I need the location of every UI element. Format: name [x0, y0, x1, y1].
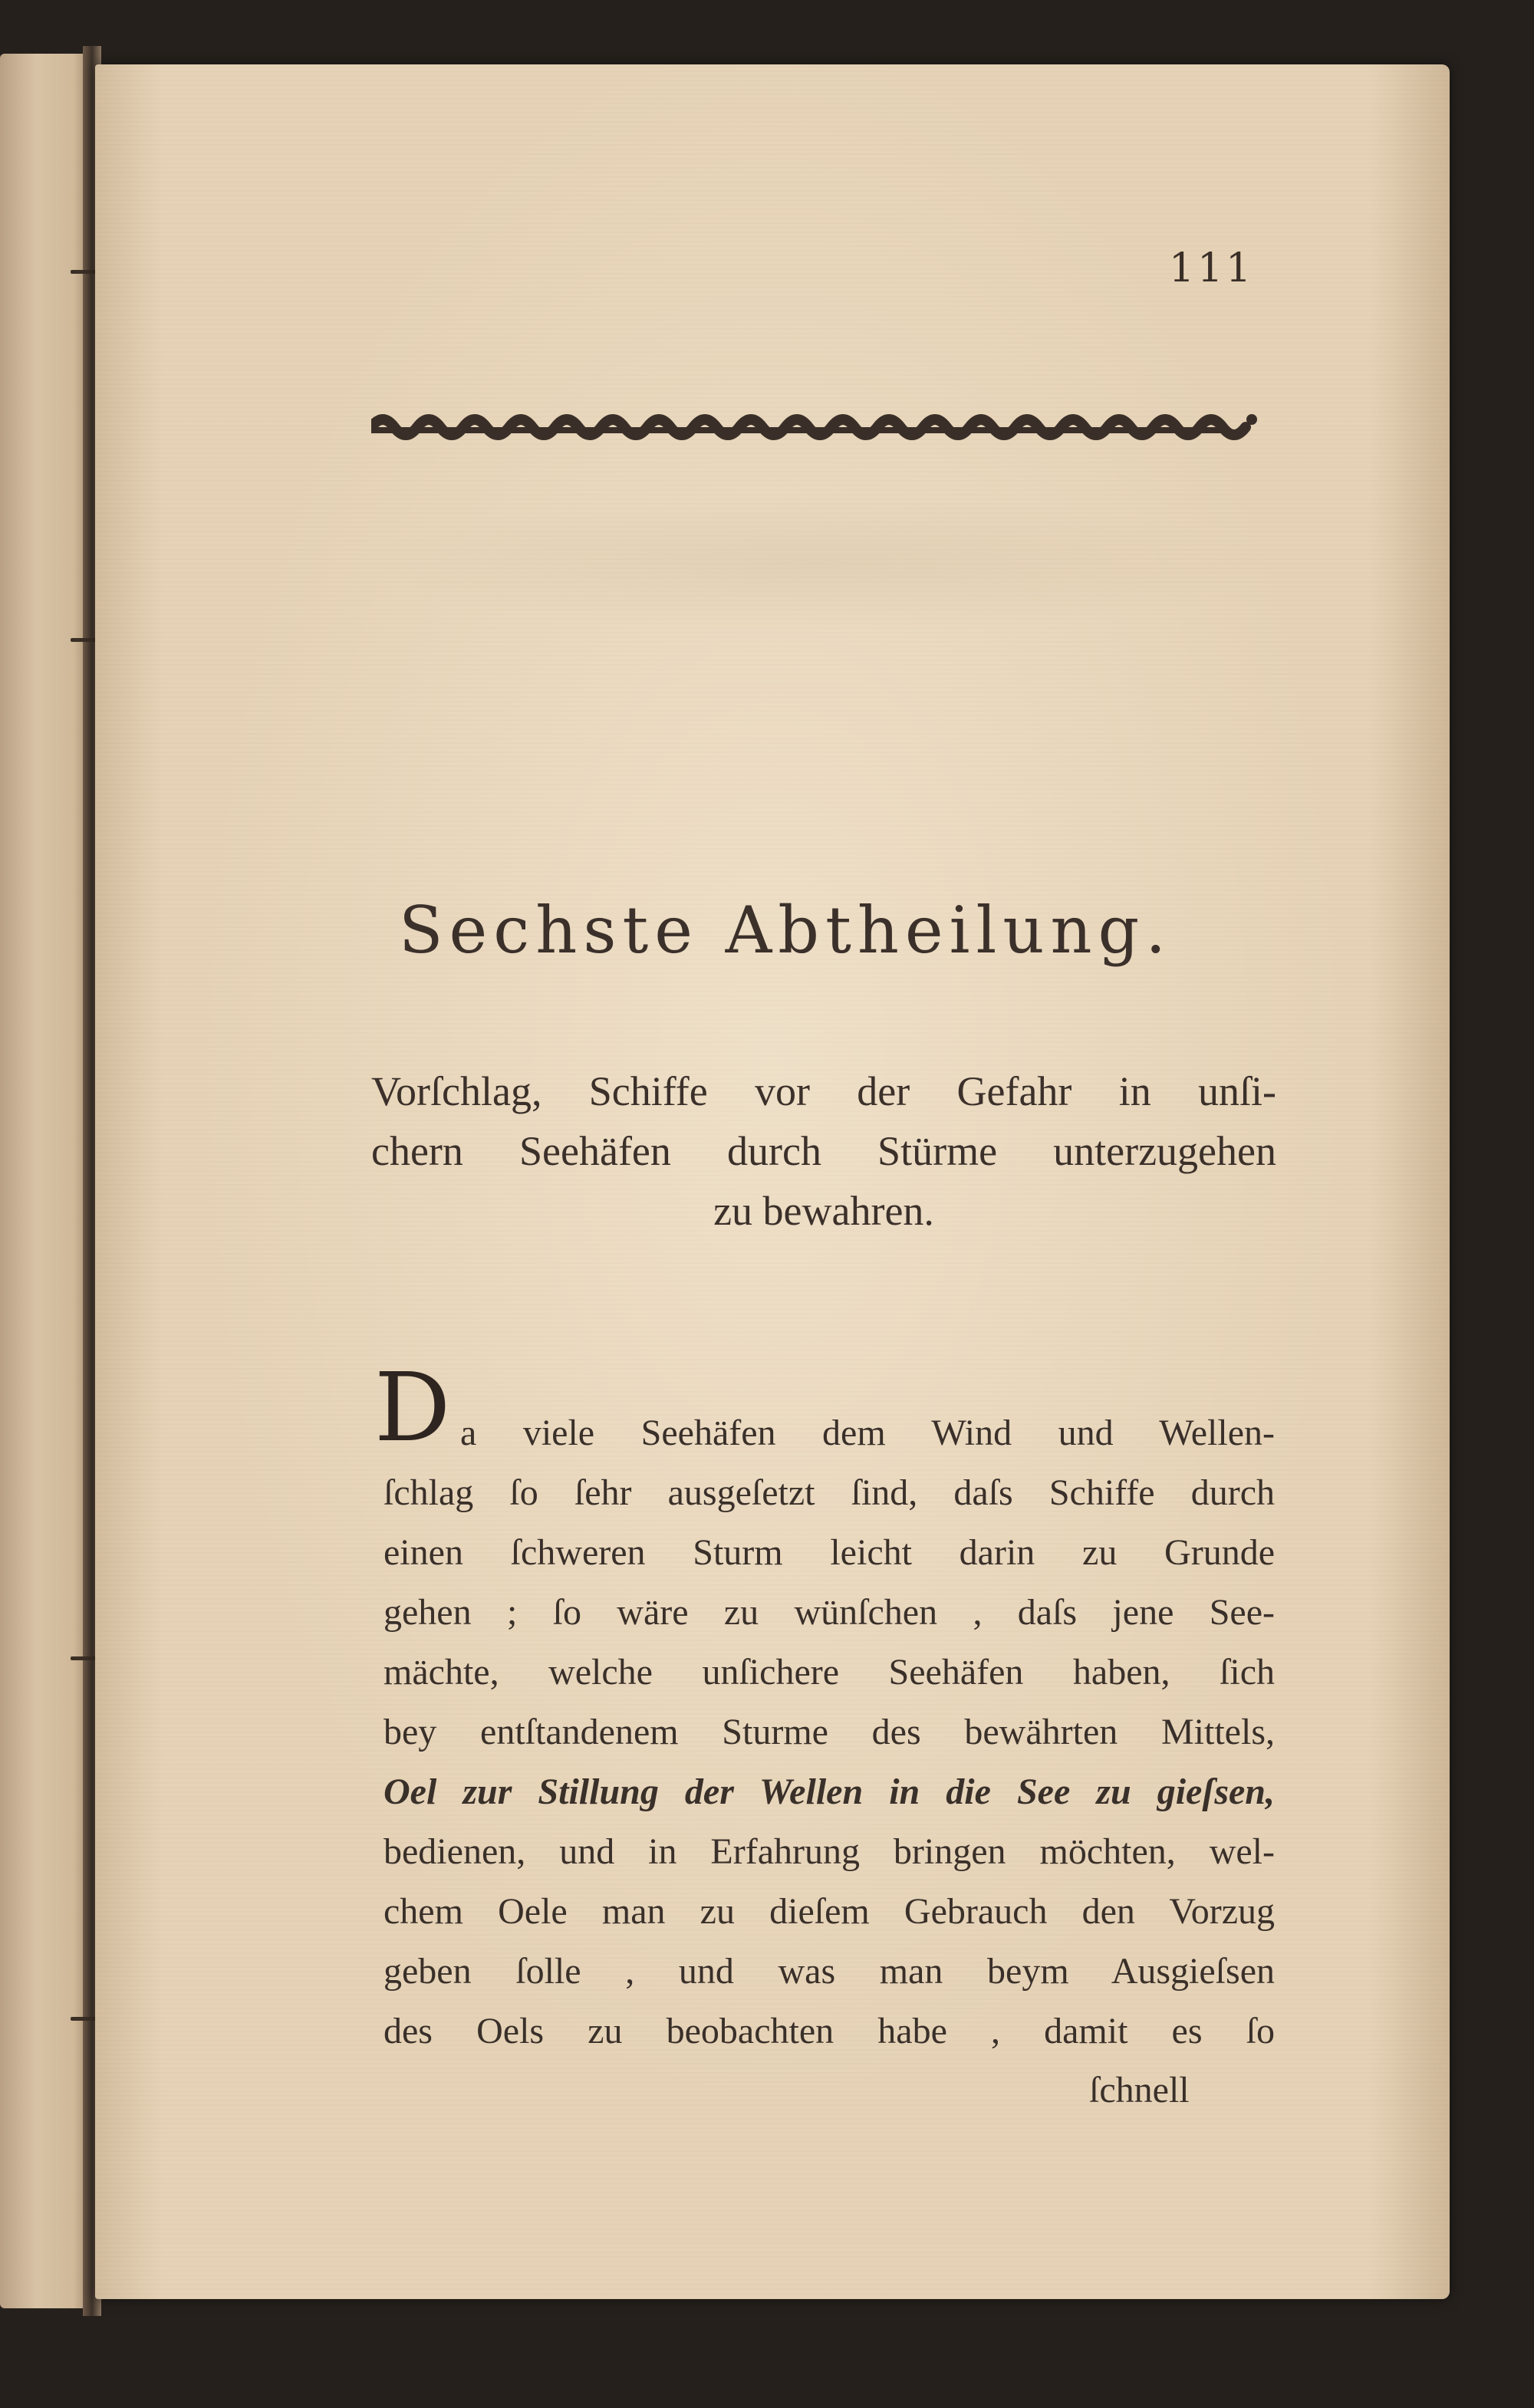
binding-stitch [71, 1656, 98, 1660]
text-line: mächte, welche unſichere Seehäfen haben, ſich [384, 1652, 1275, 1693]
text-line: geben ſolle , und was man beym Ausgieſsen [384, 1951, 1275, 1992]
subtitle-line: chern Seehäfen durch Stürme unterzugehen [371, 1128, 1276, 1174]
binding-stitch [71, 270, 98, 274]
book-page [95, 64, 1450, 2299]
catchword: ſchnell [1089, 2070, 1190, 2110]
text-line: bey entſtandenem Sturme des bewährten Mittels, [384, 1712, 1275, 1752]
subtitle-line: zu bewahren. [713, 1188, 934, 1234]
text-line: ſchlag ſo ſehr ausgeſetzt ſind, daſs Schiffe durch [384, 1472, 1275, 1513]
body-paragraph [384, 1403, 1275, 2061]
previous-page-edge [0, 54, 92, 2308]
text-line-italic: Oel zur Stillung der Wellen in die See zu gieſsen, [384, 1771, 1275, 1812]
text-line: bedienen, und in Erfahrung bringen möchten, wel- [384, 1831, 1275, 1872]
text-line: des Oels zu beobachten habe , damit es ſo [384, 2011, 1275, 2051]
binding-stitch [71, 638, 98, 642]
chapter-subtitle [371, 1061, 1276, 1241]
chapter-heading: Sechste Abtheilung. [398, 893, 1173, 968]
text-line: chem Oele man zu dieſem Gebrauch den Vorzug [384, 1891, 1275, 1932]
text-line: einen ſchweren Sturm leicht darin zu Grunde [384, 1532, 1275, 1573]
text-line: gehen ; ſo wäre zu wünſchen , daſs jene See- [384, 1592, 1275, 1633]
binding-stitch [71, 2017, 98, 2021]
show-through-bleed [356, 494, 1276, 632]
drop-cap: D [374, 1353, 451, 1463]
text-line: a viele Seehäfen dem Wind und Wellen- [460, 1413, 1275, 1453]
page-number: 111 [1169, 245, 1255, 291]
subtitle-line: Vorſchlag, Schiffe vor der Gefahr in unſi- [371, 1068, 1276, 1114]
ornamental-rule [371, 398, 1261, 444]
